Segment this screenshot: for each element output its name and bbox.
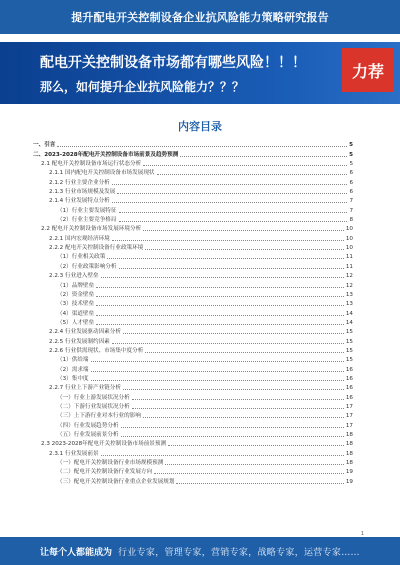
toc-entry[interactable] xyxy=(33,467,353,476)
toc-dot-leader xyxy=(165,464,344,465)
hero-headline: 配电开关控制设备市场都有哪些风险！！！ xyxy=(40,55,306,71)
toc-entry[interactable] xyxy=(33,402,353,411)
toc-entry[interactable] xyxy=(33,299,353,308)
hero-banner xyxy=(0,42,400,104)
toc-dot-leader xyxy=(112,240,344,241)
toc-dot-leader xyxy=(145,249,344,250)
toc-entry[interactable] xyxy=(33,336,353,345)
toc-entry-text: 二、2023-2028年配电开关控制设备市场前景及趋势预测 xyxy=(33,151,179,158)
toc-entry-page: 11 xyxy=(345,254,353,261)
toc-dot-leader xyxy=(96,287,344,288)
toc-entry-page: 11 xyxy=(345,263,353,270)
toc-entry[interactable] xyxy=(33,168,353,177)
toc-entry-text: （1）供给端 xyxy=(57,357,89,364)
toc-entry[interactable] xyxy=(33,280,353,289)
toc-entry-text: （4）渠道壁垒 xyxy=(57,310,95,317)
toc-entry-page: 17 xyxy=(345,403,353,410)
toc-entry-page: 13 xyxy=(345,291,353,298)
toc-dot-leader xyxy=(91,361,344,362)
toc-entry-page: 6 xyxy=(349,189,353,196)
toc-entry[interactable] xyxy=(33,439,353,448)
toc-entry-text: （2）资金壁垒 xyxy=(57,291,95,298)
toc-entry-text: 2.1 配电开关控制设备市场运行状态分析 xyxy=(41,161,142,168)
toc-dot-leader xyxy=(96,296,344,297)
toc-entry-page: 16 xyxy=(345,366,353,373)
toc-entry-text: 2.2.4 行业发展驱动因素分析 xyxy=(49,329,121,336)
toc-dot-leader xyxy=(117,193,347,194)
toc-entry-page: 15 xyxy=(345,338,353,345)
toc-entry[interactable] xyxy=(33,243,353,252)
toc-entry-page: 17 xyxy=(345,413,353,420)
toc-dot-leader xyxy=(168,445,344,446)
toc-dot-leader xyxy=(157,174,348,175)
toc-entry[interactable] xyxy=(33,411,353,420)
toc-entry[interactable] xyxy=(33,346,353,355)
toc-dot-leader xyxy=(119,212,348,213)
toc-entry-page: 15 xyxy=(345,357,353,364)
toc-entry[interactable] xyxy=(33,224,353,233)
toc-entry[interactable] xyxy=(33,476,353,485)
toc-entry-text: （2）行业主要竞争格局 xyxy=(57,217,117,224)
toc-entry-page: 18 xyxy=(345,441,353,448)
toc-entry-text: （一）行业上游发展状况分析 xyxy=(57,394,130,401)
toc-entry-text: 2.2.1 国内宏观经济环境 xyxy=(49,235,110,242)
footer-slogan-left: 让每个人都能成为 xyxy=(40,548,113,558)
toc-entry-text: （2）行业政策影响分析 xyxy=(57,263,117,270)
toc-dot-leader xyxy=(121,436,344,437)
toc-dot-leader xyxy=(119,221,348,222)
toc-dot-leader xyxy=(91,380,344,381)
toc-entry-text: （二）下游行业发展状况分析 xyxy=(57,403,130,410)
toc-entry-page: 5 xyxy=(349,151,353,158)
toc-entry[interactable] xyxy=(33,290,353,299)
toc-entry[interactable] xyxy=(33,448,353,457)
toc-dot-leader xyxy=(101,277,344,278)
toc-entry-text: （五）行业发展前景分析 xyxy=(57,432,119,438)
toc-entry-page: 16 xyxy=(345,394,353,401)
toc-entry-page: 6 xyxy=(349,179,353,186)
toc-dot-leader xyxy=(112,184,348,185)
toc-entry[interactable] xyxy=(33,187,353,196)
toc-entry-text: （3）集中度 xyxy=(57,375,89,382)
toc-entry[interactable] xyxy=(33,308,353,317)
toc-entry-text: 2.1.4 行业发展特点分析 xyxy=(49,198,110,205)
toc-entry-page: 13 xyxy=(345,301,353,308)
toc-entry-page: 16 xyxy=(345,385,353,392)
toc-entry-text: 2.2.7 行业上下游产业链分析 xyxy=(49,385,121,392)
toc-dot-leader xyxy=(112,202,348,203)
toc-dot-leader xyxy=(101,455,344,456)
toc-entry[interactable] xyxy=(33,177,353,186)
toc-dot-leader xyxy=(143,230,344,231)
toc-entry-page: 5 xyxy=(349,161,353,168)
toc-entry[interactable] xyxy=(33,215,353,224)
toc-entry-page: 12 xyxy=(345,282,353,289)
toc-entry-text: 2.2.6 行业供需现状、市场集中度分析 xyxy=(49,347,144,354)
toc-entry-page: 18 xyxy=(345,432,353,438)
toc-entry-page: 7 xyxy=(349,198,353,205)
toc-entry[interactable] xyxy=(33,252,353,261)
toc-dot-leader xyxy=(121,427,344,428)
toc-title: 内容目录 xyxy=(178,120,222,133)
toc-entry-page: 5 xyxy=(349,142,353,149)
toc-entry[interactable] xyxy=(33,159,353,168)
toc-entry-page: 14 xyxy=(345,319,353,326)
toc-entry-page: 16 xyxy=(345,375,353,382)
toc-entry-text: 2.1.2 行业主要企业分析 xyxy=(49,179,110,186)
toc-dot-leader xyxy=(96,324,344,325)
toc-dot-leader xyxy=(143,165,347,166)
table-of-contents xyxy=(33,140,353,528)
toc-entry-page: 18 xyxy=(345,450,353,457)
toc-entry-text: （1）品牌壁垒 xyxy=(57,282,95,289)
toc-dot-leader xyxy=(96,305,344,306)
toc-dot-leader xyxy=(96,315,344,316)
toc-dot-leader xyxy=(180,156,347,157)
toc-dot-leader xyxy=(119,268,344,269)
report-top-title: 提升配电开关控制设备企业抗风险能力策略研究报告 xyxy=(71,11,329,24)
toc-dot-leader xyxy=(107,258,344,259)
toc-entry-text: （1）行业相关政策 xyxy=(57,254,106,261)
toc-entry-text: （1）行业主要发展特征 xyxy=(57,207,117,214)
toc-entry[interactable] xyxy=(33,271,353,280)
toc-entry[interactable] xyxy=(33,392,353,401)
toc-entry-text: （三）上下游行业对本行业的影响 xyxy=(57,413,141,420)
toc-entry-text: （四）行业发展趋势分析 xyxy=(57,422,119,429)
page-number: 1 xyxy=(360,531,364,537)
toc-entry-text: （2）需求端 xyxy=(57,366,89,373)
toc-dot-leader xyxy=(123,389,344,390)
toc-entry-text: （一）配电开关控制设备行业市场规模预测 xyxy=(57,460,164,467)
toc-entry[interactable] xyxy=(33,140,353,149)
toc-entry[interactable] xyxy=(33,261,353,270)
toc-dot-leader xyxy=(112,343,344,344)
toc-dot-leader xyxy=(123,333,344,334)
toc-entry-page: 17 xyxy=(345,422,353,429)
toc-entry-text: 一、引言 xyxy=(33,142,56,149)
toc-entry-text: （三）配电开关控制设备行业重点企业发展规划 xyxy=(57,478,175,485)
toc-entry-text: 2.2.5 行业发展制约因素 xyxy=(49,338,110,345)
toc-entry[interactable] xyxy=(33,327,353,336)
recommend-badge: 力荐 xyxy=(342,48,394,92)
toc-dot-leader xyxy=(91,371,344,372)
toc-entry-page: 6 xyxy=(349,170,353,177)
toc-entry[interactable] xyxy=(33,233,353,242)
toc-entry-page: 15 xyxy=(345,347,353,354)
toc-entry[interactable] xyxy=(33,420,353,429)
toc-entry-page: 15 xyxy=(345,329,353,336)
toc-entry[interactable] xyxy=(33,430,353,439)
toc-entry[interactable] xyxy=(33,205,353,214)
toc-entry-text: 2.1.1 国内配电开关控制设备市场发展现状 xyxy=(49,170,155,177)
hero-subheadline: 那么，如何提升企业抗风险能力？？？ xyxy=(40,80,245,94)
toc-entry-text: 2.1.3 行业市场规模及发展 xyxy=(49,189,116,196)
toc-entry[interactable] xyxy=(33,196,353,205)
toc-entry[interactable] xyxy=(33,364,353,373)
toc-entry-page: 7 xyxy=(349,207,353,214)
toc-entry-page: 18 xyxy=(345,460,353,467)
toc-entry-text: （3）技术壁垒 xyxy=(57,301,95,308)
toc-entry[interactable] xyxy=(33,383,353,392)
toc-entry[interactable] xyxy=(33,318,353,327)
report-top-banner xyxy=(0,0,400,34)
toc-entry-page: 10 xyxy=(345,235,353,242)
toc-entry[interactable] xyxy=(33,355,353,364)
toc-entry[interactable] xyxy=(33,374,353,383)
toc-entry[interactable] xyxy=(33,149,353,158)
toc-dot-leader xyxy=(143,417,344,418)
toc-entry[interactable] xyxy=(33,458,353,467)
toc-entry-text: 2.2.2 配电开关控制设备行业政策环境 xyxy=(49,245,144,252)
toc-dot-leader xyxy=(132,399,344,400)
toc-entry-page: 10 xyxy=(345,245,353,252)
toc-entry-page: 12 xyxy=(345,273,353,280)
toc-dot-leader xyxy=(145,352,344,353)
footer-slogan-right: 行业专家，管理专家，营销专家，战略专家，运营专家…… xyxy=(118,548,360,558)
toc-entry-text: （5）人才壁垒 xyxy=(57,319,95,326)
toc-entry-text: 2.2.3 行业进入壁垒 xyxy=(49,273,99,280)
toc-entry-text: 2.3.1 行业发展前景 xyxy=(49,450,99,457)
toc-entry-page: 10 xyxy=(345,226,353,233)
toc-entry-page: 8 xyxy=(349,217,353,224)
toc-dot-leader xyxy=(176,483,343,484)
toc-entry-page: 19 xyxy=(345,469,353,476)
toc-entry-page: 14 xyxy=(345,310,353,317)
toc-entry-text: 2.2 配电开关控制设备市场发展环境分析 xyxy=(41,226,142,233)
footer-banner xyxy=(0,537,400,565)
toc-entry-text: 2.3 2023-2028年配电开关控制设备市场前景预测 xyxy=(41,441,167,448)
toc-entry-text: （二）配电开关控制设备行业发展方向 xyxy=(57,469,153,476)
toc-dot-leader xyxy=(154,473,344,474)
toc-dot-leader xyxy=(132,408,344,409)
toc-entry-page: 19 xyxy=(345,478,353,485)
toc-dot-leader xyxy=(57,146,347,147)
